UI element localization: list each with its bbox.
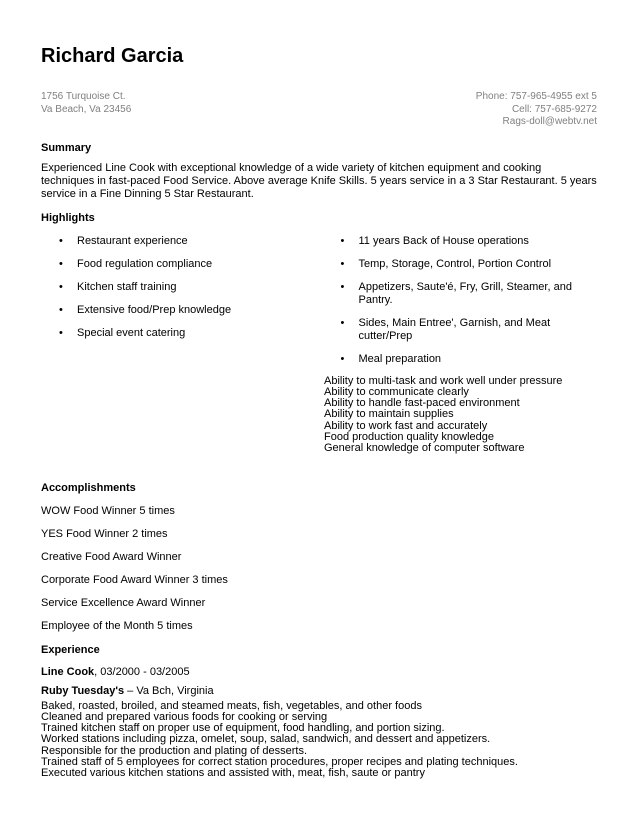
duty-line: Trained staff of 5 employees for correct station procedures, proper recipes and plating techniques. xyxy=(41,756,518,769)
ability-line: Food production quality knowledge xyxy=(324,430,495,443)
list-item: • Temp, Storage, Control, Portion Control xyxy=(340,257,552,270)
list-item: • Sides, Main Entree', Garnish, and Meat cutter/Prep xyxy=(340,316,551,342)
address-line-2: Va Beach, Va 23456 xyxy=(41,103,132,115)
list-item: • Extensive food/Prep knowledge xyxy=(59,303,232,316)
phone-number: Phone: 757-965-4955 ext 5 xyxy=(475,91,597,102)
bullet-icon: • xyxy=(59,303,63,316)
duty-line: Baked, roasted, broiled, and steamed meats, fish, vegetables, and other foods xyxy=(41,699,422,712)
duty-line: Executed various kitchen stations and assisted with, meat, fish, saute or pantry xyxy=(41,767,425,780)
highlights-left-column xyxy=(41,235,323,376)
ability-line: Ability to handle fast-paced environment xyxy=(324,397,520,410)
bullet-icon: • xyxy=(340,280,345,293)
abilities-list xyxy=(324,376,597,455)
candidate-name: Richard Garcia xyxy=(41,45,184,67)
bullet-icon: • xyxy=(59,326,63,339)
employer-name: Ruby Tuesday's xyxy=(41,684,125,697)
job-duties xyxy=(41,701,597,780)
ability-line: Ability to maintain supplies xyxy=(324,408,454,421)
bullet-icon: • xyxy=(59,280,63,293)
bullet-icon: • xyxy=(340,234,345,247)
address-block xyxy=(41,91,131,129)
bullet-icon: • xyxy=(59,234,63,247)
ability-line: Ability to work fast and accurately xyxy=(324,419,488,432)
summary-text: Experienced Line Cook with exceptional knowledge of a wide variety of kitchen equipment and cooking techniques in fast-paced Food Service. Above average Knife Skills. 5 years service in a 3 Star Restaurant. 5 years service in a Fine Dinning 5 Star Restaurant. xyxy=(41,161,597,200)
cell-number: Cell: 757-685-9272 xyxy=(511,103,597,115)
list-item: • Appetizers, Saute'é, Fry, Grill, Steamer, and Pantry. xyxy=(340,280,572,306)
accomplishments-heading: Accomplishments xyxy=(41,481,136,494)
ability-line: Ability to communicate clearly xyxy=(324,385,469,398)
list-item: • Special event catering xyxy=(59,326,186,339)
accomplishment-item: Corporate Food Award Winner 3 times xyxy=(41,573,228,586)
accomplishment-item: Service Excellence Award Winner xyxy=(41,596,206,609)
email-address: Rags-doll@webtv.net xyxy=(502,116,597,127)
job-dates: , 03/2000 - 03/2005 xyxy=(94,665,190,678)
highlights-list xyxy=(41,235,597,376)
duty-line: Responsible for the production and plating of desserts. xyxy=(41,744,307,757)
list-item: • 11 years Back of House operations xyxy=(340,234,529,247)
bullet-icon: • xyxy=(59,257,63,270)
accomplishment-item: YES Food Winner 2 times xyxy=(41,527,168,540)
list-item: • Restaurant experience xyxy=(59,234,188,247)
bullet-icon: • xyxy=(340,257,345,270)
summary-heading: Summary xyxy=(41,141,92,154)
highlights-heading: Highlights xyxy=(41,211,95,224)
accomplishment-item: Creative Food Award Winner xyxy=(41,550,182,563)
employer-location: – Va Bch, Virginia xyxy=(124,684,214,697)
duty-line: Cleaned and prepared various foods for cooking or serving xyxy=(41,710,328,723)
accomplishment-item: WOW Food Winner 5 times xyxy=(41,504,175,517)
duty-line: Trained kitchen staff on proper use of equipment, food handling, and portion sizing. xyxy=(41,722,445,735)
bullet-icon: • xyxy=(340,316,345,329)
ability-line: Ability to multi-task and work well under pressure xyxy=(324,374,563,387)
contact-block xyxy=(41,91,597,129)
job-role: Line Cook xyxy=(41,665,95,678)
list-item: • Meal preparation xyxy=(340,352,442,365)
highlights-right-column xyxy=(323,235,598,376)
job-title-line xyxy=(41,666,597,679)
employer-line xyxy=(41,685,597,698)
duty-line: Worked stations including pizza, omelet, soup, salad, sandwich, and dessert and appetizers. xyxy=(41,733,491,746)
experience-heading: Experience xyxy=(41,643,100,656)
accomplishment-item: Employee of the Month 5 times xyxy=(41,619,193,632)
list-item: • Kitchen staff training xyxy=(59,280,177,293)
phone-block xyxy=(476,91,597,129)
address-line-1: 1756 Turquoise Ct. xyxy=(41,91,126,102)
ability-line: General knowledge of computer software xyxy=(324,442,525,455)
bullet-icon: • xyxy=(340,352,345,365)
list-item: • Food regulation compliance xyxy=(59,257,213,270)
